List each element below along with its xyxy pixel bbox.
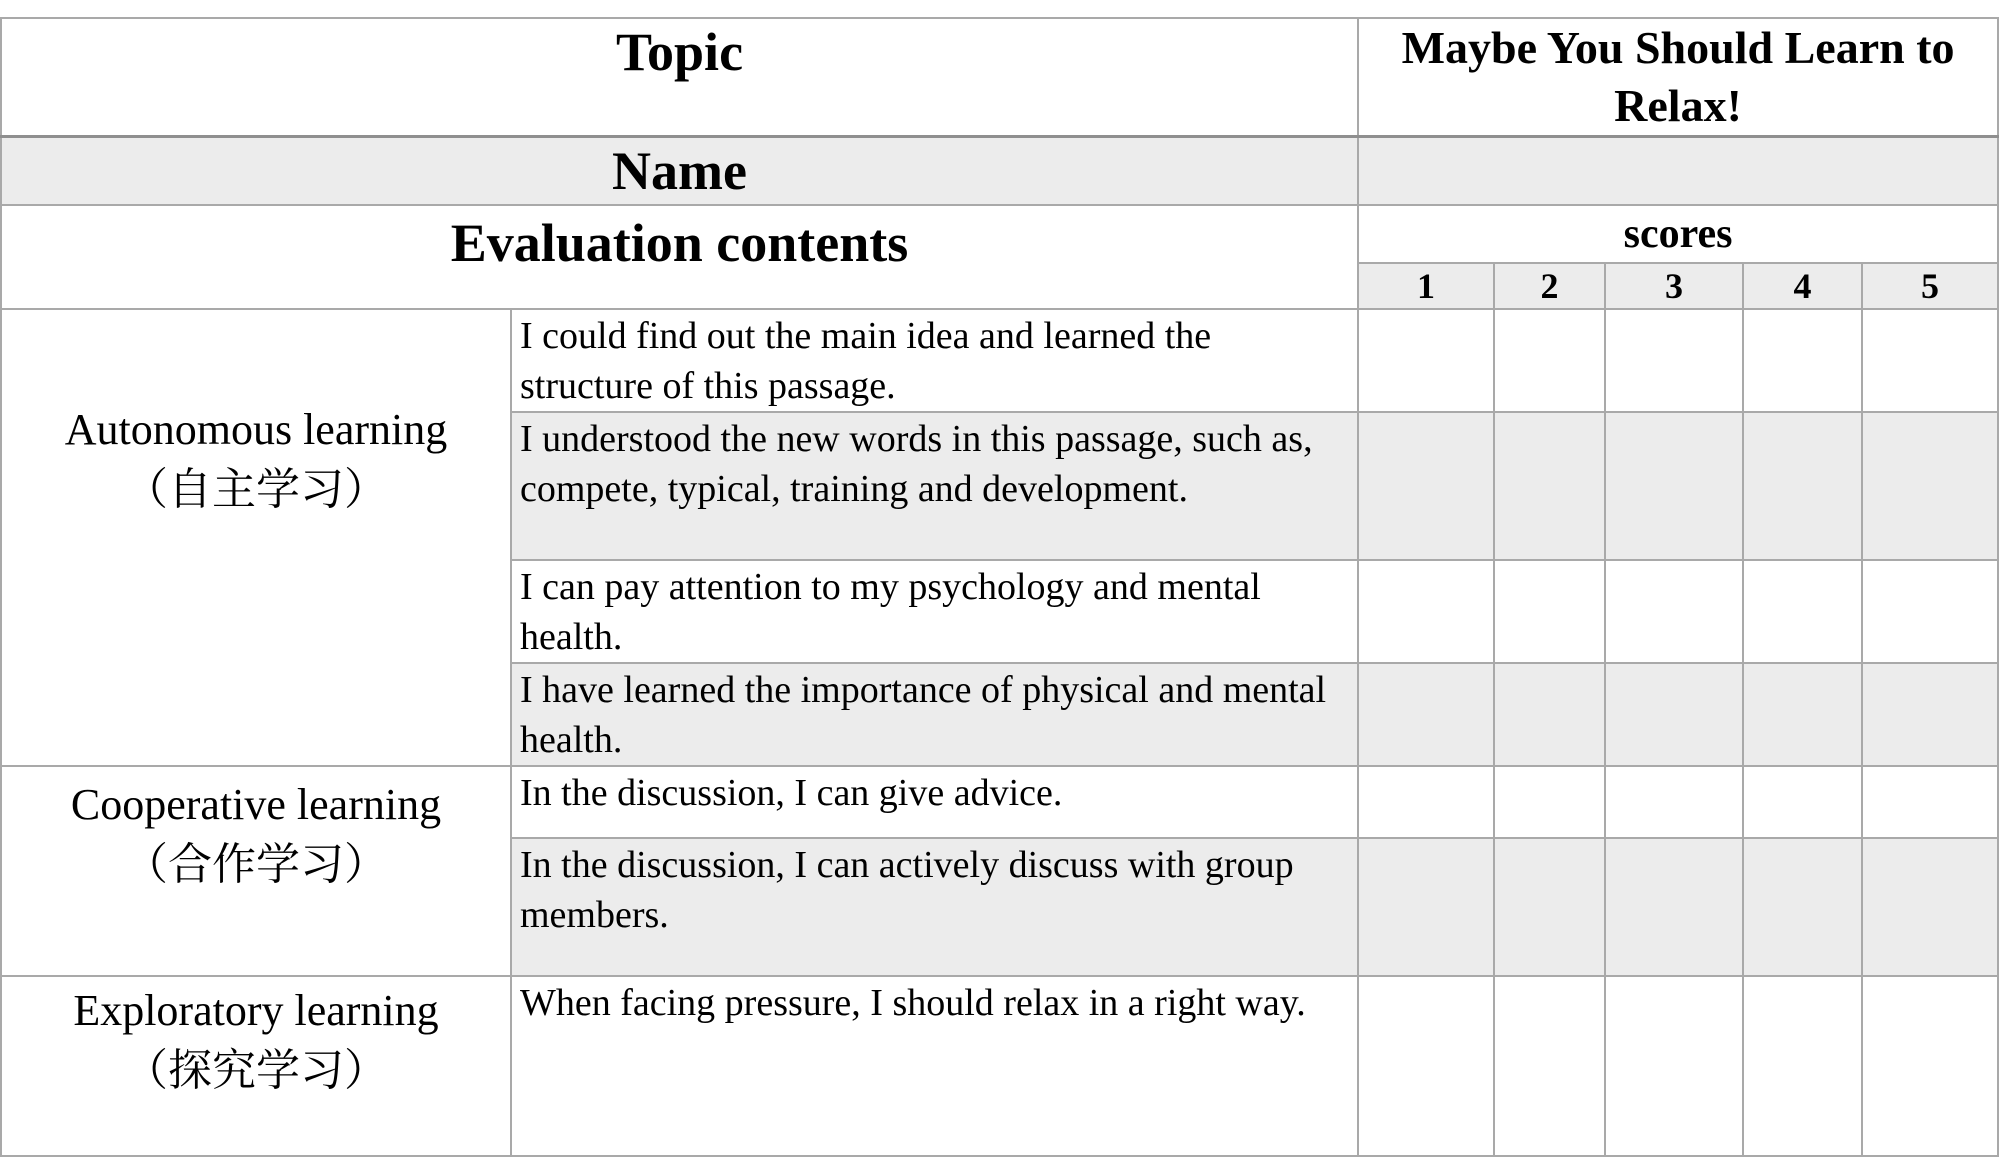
- score-cell[interactable]: [1862, 309, 1998, 412]
- score-cell[interactable]: [1494, 766, 1605, 838]
- score-cell[interactable]: [1862, 838, 1998, 976]
- score-cell[interactable]: [1358, 838, 1494, 976]
- score-cell[interactable]: [1494, 976, 1605, 1156]
- evaluation-item: In the discussion, I can actively discuss with group members.: [511, 838, 1358, 976]
- evaluation-item: I can pay attention to my psychology and mental health.: [511, 560, 1358, 663]
- score-cell[interactable]: [1862, 412, 1998, 560]
- evaluation-table: [0, 17, 1999, 1157]
- category-label: Exploratory learning: [73, 985, 439, 1035]
- topic-label: Topic: [1, 18, 1358, 137]
- score-cell[interactable]: [1862, 560, 1998, 663]
- score-cell[interactable]: [1743, 838, 1862, 976]
- score-cell[interactable]: [1494, 838, 1605, 976]
- evaluation-item: I understood the new words in this passage, such as, compete, typical, training and development.: [511, 412, 1358, 560]
- score-cell[interactable]: [1494, 560, 1605, 663]
- score-cell[interactable]: [1358, 976, 1494, 1156]
- score-cell[interactable]: [1358, 663, 1494, 766]
- score-cell[interactable]: [1494, 412, 1605, 560]
- score-cell[interactable]: [1743, 766, 1862, 838]
- category-cooperative-learning: [1, 766, 511, 976]
- evaluation-item: In the discussion, I can give advice.: [511, 766, 1358, 838]
- score-cell[interactable]: [1358, 766, 1494, 838]
- topic-title: Maybe You Should Learn to Relax!: [1358, 18, 1998, 137]
- evaluation-contents-label: Evaluation contents: [1, 205, 1358, 309]
- score-cell[interactable]: [1743, 309, 1862, 412]
- score-cell[interactable]: [1862, 663, 1998, 766]
- score-cell[interactable]: [1862, 766, 1998, 838]
- score-cell[interactable]: [1358, 412, 1494, 560]
- category-exploratory-learning: [1, 976, 511, 1156]
- score-cell[interactable]: [1605, 976, 1743, 1156]
- score-cell[interactable]: [1605, 309, 1743, 412]
- scores-label: scores: [1358, 205, 1998, 263]
- score-cell[interactable]: [1358, 309, 1494, 412]
- score-cell[interactable]: [1862, 976, 1998, 1156]
- score-column-header: 1: [1358, 263, 1494, 309]
- score-cell[interactable]: [1605, 560, 1743, 663]
- score-cell[interactable]: [1605, 663, 1743, 766]
- category-label-cn: （自主学习）: [124, 464, 388, 514]
- score-cell[interactable]: [1605, 412, 1743, 560]
- score-cell[interactable]: [1743, 663, 1862, 766]
- score-column-header: 5: [1862, 263, 1998, 309]
- score-cell[interactable]: [1605, 766, 1743, 838]
- name-value-cell[interactable]: [1358, 137, 1998, 205]
- category-label: Autonomous learning: [64, 404, 448, 454]
- score-column-header: 3: [1605, 263, 1743, 309]
- score-cell[interactable]: [1743, 560, 1862, 663]
- evaluation-item: I have learned the importance of physical and mental health.: [511, 663, 1358, 766]
- score-cell[interactable]: [1605, 838, 1743, 976]
- score-cell[interactable]: [1494, 663, 1605, 766]
- score-column-header: 2: [1494, 263, 1605, 309]
- category-autonomous-learning: [1, 309, 511, 766]
- score-cell[interactable]: [1494, 309, 1605, 412]
- evaluation-item: I could find out the main idea and learned the structure of this passage.: [511, 309, 1358, 412]
- name-label: Name: [1, 137, 1358, 205]
- category-label-cn: （合作学习）: [124, 839, 388, 889]
- score-cell[interactable]: [1358, 560, 1494, 663]
- score-column-header: 4: [1743, 263, 1862, 309]
- evaluation-item: When facing pressure, I should relax in a right way.: [511, 976, 1358, 1156]
- score-cell[interactable]: [1743, 412, 1862, 560]
- category-label: Cooperative learning: [70, 779, 442, 829]
- score-cell[interactable]: [1743, 976, 1862, 1156]
- category-label-cn: （探究学习）: [124, 1045, 388, 1095]
